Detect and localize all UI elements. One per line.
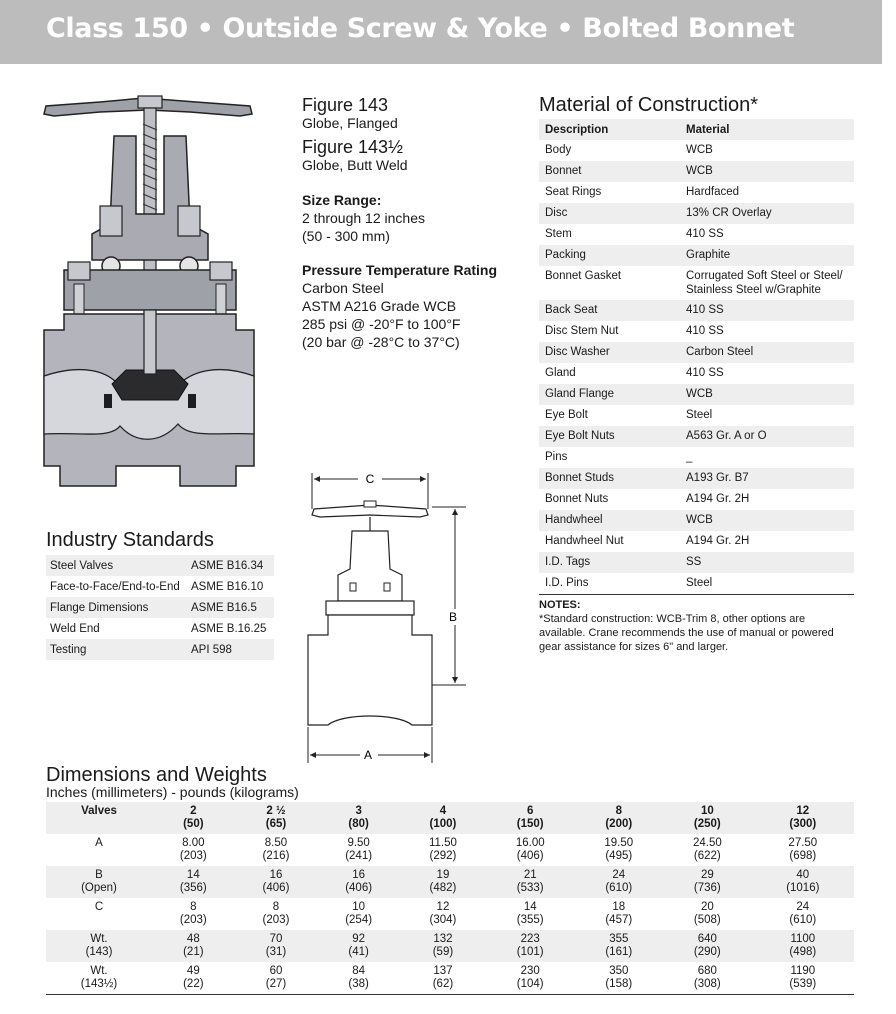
material-value: Steel bbox=[686, 409, 713, 421]
column-header-size bbox=[235, 802, 318, 834]
table-cell bbox=[752, 962, 854, 995]
page-title: Class 150 • Outside Screw & Yoke • Bolted Bonnet bbox=[46, 13, 795, 44]
value-imperial: 16.00 bbox=[515, 837, 545, 849]
value-metric: (698) bbox=[789, 850, 817, 862]
material-value: 410 SS bbox=[680, 300, 854, 321]
table-cell bbox=[575, 930, 664, 962]
row-label-main: B bbox=[95, 869, 103, 881]
table-row bbox=[539, 321, 854, 342]
row-label-main: C bbox=[94, 901, 104, 913]
table-cell bbox=[486, 834, 575, 866]
table-cell bbox=[152, 930, 235, 962]
material-description: Bonnet Gasket bbox=[545, 270, 622, 282]
value-imperial: 12 bbox=[436, 901, 450, 913]
table-cell bbox=[152, 962, 235, 995]
value-metric: (161) bbox=[605, 946, 633, 958]
material-description: Bonnet Nuts bbox=[545, 493, 609, 505]
dimension-label-a: A bbox=[363, 748, 373, 762]
material-value: A194 Gr. 2H bbox=[686, 493, 750, 505]
material-description: Seat Rings bbox=[545, 186, 602, 198]
table-cell bbox=[575, 962, 664, 995]
table-cell bbox=[317, 834, 400, 866]
notes-text: *Standard construction: WCB-Trim 8, other options are available. Crane recommends the use of manual or powered gear assistance for sizes 6" and larger. bbox=[539, 612, 834, 653]
size-mm: (300) bbox=[789, 818, 817, 830]
column-header-size bbox=[752, 802, 854, 834]
table-header-row bbox=[46, 802, 854, 834]
value-imperial: 29 bbox=[700, 869, 714, 881]
column-header: Description bbox=[539, 119, 680, 140]
value-imperial: 132 bbox=[433, 933, 453, 945]
size-inches: 4 bbox=[439, 805, 447, 817]
table-row bbox=[46, 618, 274, 639]
value-imperial: 92 bbox=[352, 933, 366, 945]
table-cell bbox=[752, 866, 854, 898]
material-description: Handwheel Nut bbox=[545, 535, 624, 547]
table-cell bbox=[400, 930, 486, 962]
row-label bbox=[46, 930, 152, 962]
value-metric: (203) bbox=[262, 914, 290, 926]
table-cell bbox=[235, 930, 318, 962]
value-imperial: 8 bbox=[272, 901, 280, 913]
material-description: Packing bbox=[539, 245, 680, 266]
size-inches: 12 bbox=[796, 805, 810, 817]
standard-name: Testing bbox=[46, 639, 187, 660]
size-mm: (65) bbox=[265, 818, 287, 830]
industry-standards bbox=[46, 529, 274, 660]
size-mm: (50) bbox=[183, 818, 204, 830]
table-row bbox=[46, 866, 854, 898]
value-imperial: 18 bbox=[612, 901, 626, 913]
value-imperial: 27.50 bbox=[788, 837, 818, 849]
value-metric: (610) bbox=[605, 882, 633, 894]
value-metric: (21) bbox=[183, 946, 204, 958]
value-imperial: 9.50 bbox=[347, 837, 370, 849]
table-cell bbox=[235, 962, 318, 995]
table-cell bbox=[486, 898, 575, 930]
material-value: WCB bbox=[680, 510, 854, 531]
table-cell bbox=[152, 866, 235, 898]
row-label bbox=[46, 866, 152, 898]
material-description: Handwheel bbox=[539, 510, 680, 531]
material-description: Gland Flange bbox=[539, 384, 680, 405]
material-value: WCB bbox=[686, 144, 713, 156]
value-imperial: 19 bbox=[436, 869, 450, 881]
value-imperial: 20 bbox=[700, 901, 714, 913]
value-imperial: 137 bbox=[433, 965, 453, 977]
size-range-heading: Size Range: bbox=[302, 192, 382, 208]
size-inches: 3 bbox=[355, 805, 362, 817]
material-value: A193 Gr. B7 bbox=[680, 468, 854, 489]
material-description: Body bbox=[545, 144, 572, 156]
value-metric: (62) bbox=[432, 978, 454, 990]
row-label-sub: (143½) bbox=[80, 978, 118, 990]
row-label-sub: (143) bbox=[85, 946, 113, 958]
figure-143-half-title: Figure 143½ bbox=[302, 137, 404, 157]
value-metric: (539) bbox=[789, 978, 817, 990]
size-inches: 2 bbox=[190, 805, 197, 817]
value-imperial: 11.50 bbox=[428, 837, 457, 849]
value-metric: (254) bbox=[345, 914, 373, 926]
table-cell bbox=[317, 898, 400, 930]
standard-name: Face-to-Face/End-to-End bbox=[50, 580, 180, 593]
value-metric: (533) bbox=[516, 882, 544, 894]
table-cell bbox=[752, 930, 854, 962]
value-metric: (203) bbox=[179, 914, 207, 926]
size-mm: (80) bbox=[348, 818, 369, 830]
table-row bbox=[539, 573, 854, 594]
material-description: Disc bbox=[539, 203, 680, 224]
table-row bbox=[539, 300, 854, 321]
value-metric: (406) bbox=[262, 882, 290, 894]
figure-143-half-subtitle: Globe, Butt Weld bbox=[302, 157, 408, 173]
value-imperial: 680 bbox=[697, 965, 717, 977]
table-row bbox=[539, 510, 854, 531]
table-cell bbox=[663, 930, 752, 962]
table-cell bbox=[663, 898, 752, 930]
valve-cutaway-illustration bbox=[40, 94, 256, 490]
dimensions-table bbox=[46, 802, 854, 995]
material-value: 410 SS bbox=[686, 228, 724, 240]
column-header-size bbox=[152, 802, 235, 834]
size-range-line: (50 - 300 mm) bbox=[302, 228, 390, 244]
value-imperial: 350 bbox=[609, 965, 629, 977]
size-range-line: 2 through 12 inches bbox=[302, 210, 425, 226]
value-metric: (292) bbox=[429, 850, 457, 862]
standard-name: Flange Dimensions bbox=[46, 597, 187, 618]
size-mm: (250) bbox=[693, 818, 721, 830]
value-metric: (27) bbox=[265, 978, 287, 990]
material-description: Bonnet bbox=[539, 161, 680, 182]
value-metric: (457) bbox=[605, 914, 633, 926]
size-inches: 6 bbox=[527, 805, 534, 817]
table-cell bbox=[663, 834, 752, 866]
table-cell bbox=[152, 834, 235, 866]
value-imperial: 1100 bbox=[790, 933, 816, 945]
value-imperial: 24 bbox=[796, 901, 810, 913]
value-metric: (736) bbox=[693, 882, 721, 894]
table-cell bbox=[317, 930, 400, 962]
column-header-size bbox=[400, 802, 486, 834]
table-row bbox=[539, 363, 854, 384]
standard-name: Weld End bbox=[50, 622, 100, 635]
material-value: WCB bbox=[680, 161, 854, 182]
value-metric: (406) bbox=[345, 882, 373, 894]
material-value: WCB bbox=[680, 384, 854, 405]
value-metric: (31) bbox=[265, 946, 287, 958]
value-imperial: 84 bbox=[352, 965, 366, 977]
value-imperial: 14 bbox=[186, 869, 200, 881]
value-imperial: 640 bbox=[697, 933, 717, 945]
material-description: Eye Bolt Nuts bbox=[539, 426, 680, 447]
table-cell bbox=[400, 834, 486, 866]
material-description: Disc Washer bbox=[539, 342, 680, 363]
dimension-label-c: C bbox=[365, 472, 375, 486]
material-value: Steel bbox=[680, 573, 854, 594]
pressure-temperature-line: Carbon Steel bbox=[302, 280, 384, 296]
notes-heading: NOTES: bbox=[539, 598, 581, 611]
material-description: I.D. Pins bbox=[539, 573, 680, 594]
table-row bbox=[539, 182, 854, 203]
standard-value: ASME B.16.25 bbox=[191, 622, 267, 635]
column-header-size bbox=[575, 802, 664, 834]
dimensions-subtitle: Inches (millimeters) - pounds (kilograms) bbox=[46, 784, 299, 800]
size-inches: 10 bbox=[700, 805, 714, 817]
column-header-size bbox=[486, 802, 575, 834]
table-cell bbox=[317, 962, 400, 995]
row-label bbox=[46, 834, 152, 866]
value-metric: (38) bbox=[348, 978, 369, 990]
value-metric: (495) bbox=[605, 850, 633, 862]
table-cell bbox=[663, 962, 752, 995]
column-header-size bbox=[317, 802, 400, 834]
dimension-drawing bbox=[298, 465, 468, 765]
table-row bbox=[46, 597, 274, 618]
table-row bbox=[539, 552, 854, 573]
table-row bbox=[539, 342, 854, 363]
table-cell bbox=[663, 866, 752, 898]
material-value: 13% CR Overlay bbox=[680, 203, 854, 224]
table-cell bbox=[752, 834, 854, 866]
table-row bbox=[539, 161, 854, 182]
value-imperial: 8.50 bbox=[264, 837, 288, 849]
value-metric: (104) bbox=[516, 978, 544, 990]
value-metric: (216) bbox=[262, 850, 290, 862]
value-metric: (22) bbox=[183, 978, 204, 990]
dimensions-title: Dimensions and Weights bbox=[46, 764, 267, 786]
material-value: SS bbox=[680, 552, 854, 573]
value-imperial: 24 bbox=[612, 869, 626, 881]
material-description: I.D. Tags bbox=[539, 552, 680, 573]
size-mm: (150) bbox=[516, 818, 544, 830]
figure-143-title: Figure 143 bbox=[302, 95, 389, 115]
materials-title: Material of Construction* bbox=[539, 94, 758, 116]
table-cell bbox=[575, 866, 664, 898]
material-value: 410 SS bbox=[686, 367, 724, 379]
table-row bbox=[46, 555, 274, 576]
industry-standards-table bbox=[46, 555, 274, 660]
value-metric: (482) bbox=[429, 882, 457, 894]
value-metric: (622) bbox=[693, 850, 721, 862]
value-metric: (203) bbox=[179, 850, 207, 862]
column-header: Valves bbox=[46, 802, 152, 834]
size-mm: (200) bbox=[605, 818, 633, 830]
pressure-temperature-line: 285 psi @ -20°F to 100°F bbox=[302, 316, 461, 332]
value-metric: (308) bbox=[693, 978, 721, 990]
table-row bbox=[539, 384, 854, 405]
row-label bbox=[46, 962, 152, 995]
table-row bbox=[46, 834, 854, 866]
value-imperial: 355 bbox=[609, 933, 629, 945]
value-imperial: 10 bbox=[352, 901, 366, 913]
table-row bbox=[539, 426, 854, 447]
table-row bbox=[46, 576, 274, 597]
value-imperial: 40 bbox=[796, 869, 810, 881]
table-row bbox=[46, 930, 854, 962]
table-row bbox=[539, 447, 854, 468]
table-cell bbox=[752, 898, 854, 930]
size-inches: 8 bbox=[615, 805, 622, 817]
row-label-sub: (Open) bbox=[81, 882, 117, 894]
row-label-main: Wt. bbox=[90, 965, 108, 977]
table-row bbox=[539, 203, 854, 224]
value-metric: (158) bbox=[605, 978, 633, 990]
table-row bbox=[46, 898, 854, 930]
table-cell bbox=[317, 866, 400, 898]
table-row bbox=[539, 531, 854, 552]
table-row bbox=[46, 962, 854, 995]
table-row bbox=[539, 489, 854, 510]
industry-standards-title: Industry Standards bbox=[46, 529, 214, 551]
table-row bbox=[46, 639, 274, 660]
value-imperial: 21 bbox=[523, 869, 537, 881]
figure-143-subtitle: Globe, Flanged bbox=[302, 115, 398, 131]
material-description: Stem bbox=[545, 228, 572, 240]
value-metric: (304) bbox=[429, 914, 457, 926]
row-label-main: Wt. bbox=[90, 933, 108, 945]
size-inches: 2 ½ bbox=[266, 805, 286, 817]
size-mm: (100) bbox=[429, 818, 457, 830]
dimension-label-b: B bbox=[448, 610, 458, 624]
table-row bbox=[539, 468, 854, 489]
value-metric: (356) bbox=[179, 882, 207, 894]
standard-value: API 598 bbox=[187, 639, 274, 660]
table-row bbox=[539, 140, 854, 161]
material-value: _ bbox=[686, 451, 693, 463]
value-metric: (1016) bbox=[786, 882, 820, 894]
value-imperial: 19.50 bbox=[604, 837, 634, 849]
value-imperial: 8.00 bbox=[182, 837, 205, 849]
value-metric: (610) bbox=[789, 914, 817, 926]
figure-spec-block bbox=[302, 95, 537, 351]
material-value: 410 SS bbox=[686, 325, 724, 337]
table-cell bbox=[235, 898, 318, 930]
material-value: Carbon Steel bbox=[680, 342, 854, 363]
value-imperial: 8 bbox=[190, 901, 197, 913]
table-cell bbox=[400, 866, 486, 898]
material-description: Gland bbox=[545, 367, 576, 379]
materials-table bbox=[539, 119, 854, 595]
value-imperial: 223 bbox=[520, 933, 540, 945]
material-value: Hardfaced bbox=[686, 186, 740, 198]
table-header-row bbox=[539, 119, 854, 140]
table-cell bbox=[575, 834, 664, 866]
table-cell bbox=[152, 898, 235, 930]
value-metric: (508) bbox=[693, 914, 721, 926]
table-row bbox=[539, 405, 854, 426]
material-value: A563 Gr. A or O bbox=[680, 426, 854, 447]
table-row bbox=[539, 266, 854, 300]
value-metric: (406) bbox=[516, 850, 544, 862]
table-cell bbox=[486, 930, 575, 962]
value-imperial: 49 bbox=[186, 965, 200, 977]
table-cell bbox=[235, 866, 318, 898]
column-header: Material bbox=[680, 119, 854, 140]
pressure-temperature-heading: Pressure Temperature Rating bbox=[302, 262, 498, 278]
pressure-temperature-line: (20 bar @ -28°C to 37°C) bbox=[302, 334, 460, 350]
table-cell bbox=[235, 834, 318, 866]
value-metric: (101) bbox=[516, 946, 544, 958]
material-description: Back Seat bbox=[539, 300, 680, 321]
value-imperial: 48 bbox=[186, 933, 200, 945]
table-cell bbox=[575, 898, 664, 930]
material-description: Bonnet Studs bbox=[539, 468, 680, 489]
material-description: Eye Bolt bbox=[545, 409, 588, 421]
notes bbox=[539, 598, 854, 654]
value-imperial: 16 bbox=[269, 869, 283, 881]
value-imperial: 16 bbox=[352, 869, 366, 881]
value-imperial: 70 bbox=[269, 933, 283, 945]
standard-value: ASME B16.10 bbox=[191, 580, 264, 593]
standard-value: ASME B16.5 bbox=[187, 597, 274, 618]
value-metric: (241) bbox=[345, 850, 373, 862]
table-cell bbox=[486, 962, 575, 995]
standard-name: Steel Valves bbox=[46, 555, 187, 576]
value-imperial: 60 bbox=[269, 965, 283, 977]
pressure-temperature-line: ASTM A216 Grade WCB bbox=[302, 298, 457, 314]
value-metric: (355) bbox=[516, 914, 544, 926]
value-imperial: 230 bbox=[520, 965, 540, 977]
table-row bbox=[539, 224, 854, 245]
dimensions-and-weights bbox=[46, 765, 854, 995]
table-row bbox=[539, 245, 854, 266]
table-cell bbox=[400, 962, 486, 995]
column-header-size bbox=[663, 802, 752, 834]
material-of-construction bbox=[539, 94, 854, 654]
material-description: Pins bbox=[545, 451, 568, 463]
table-cell bbox=[400, 898, 486, 930]
value-metric: (41) bbox=[348, 946, 369, 958]
material-value: Corrugated Soft Steel or Steel/ Stainless Steel w/Graphite bbox=[686, 270, 843, 296]
material-value: A194 Gr. 2H bbox=[686, 535, 750, 547]
value-imperial: 14 bbox=[523, 901, 537, 913]
value-metric: (59) bbox=[432, 946, 454, 958]
value-imperial: 24.50 bbox=[692, 837, 722, 849]
value-metric: (498) bbox=[789, 946, 817, 958]
material-description: Disc Stem Nut bbox=[545, 325, 619, 337]
row-label bbox=[46, 898, 152, 930]
value-metric: (290) bbox=[693, 946, 721, 958]
standard-value: ASME B16.34 bbox=[187, 555, 274, 576]
header-banner bbox=[0, 0, 882, 64]
table-cell bbox=[486, 866, 575, 898]
row-label-main: A bbox=[95, 837, 103, 849]
value-imperial: 1190 bbox=[790, 965, 816, 977]
material-value: Graphite bbox=[680, 245, 854, 266]
